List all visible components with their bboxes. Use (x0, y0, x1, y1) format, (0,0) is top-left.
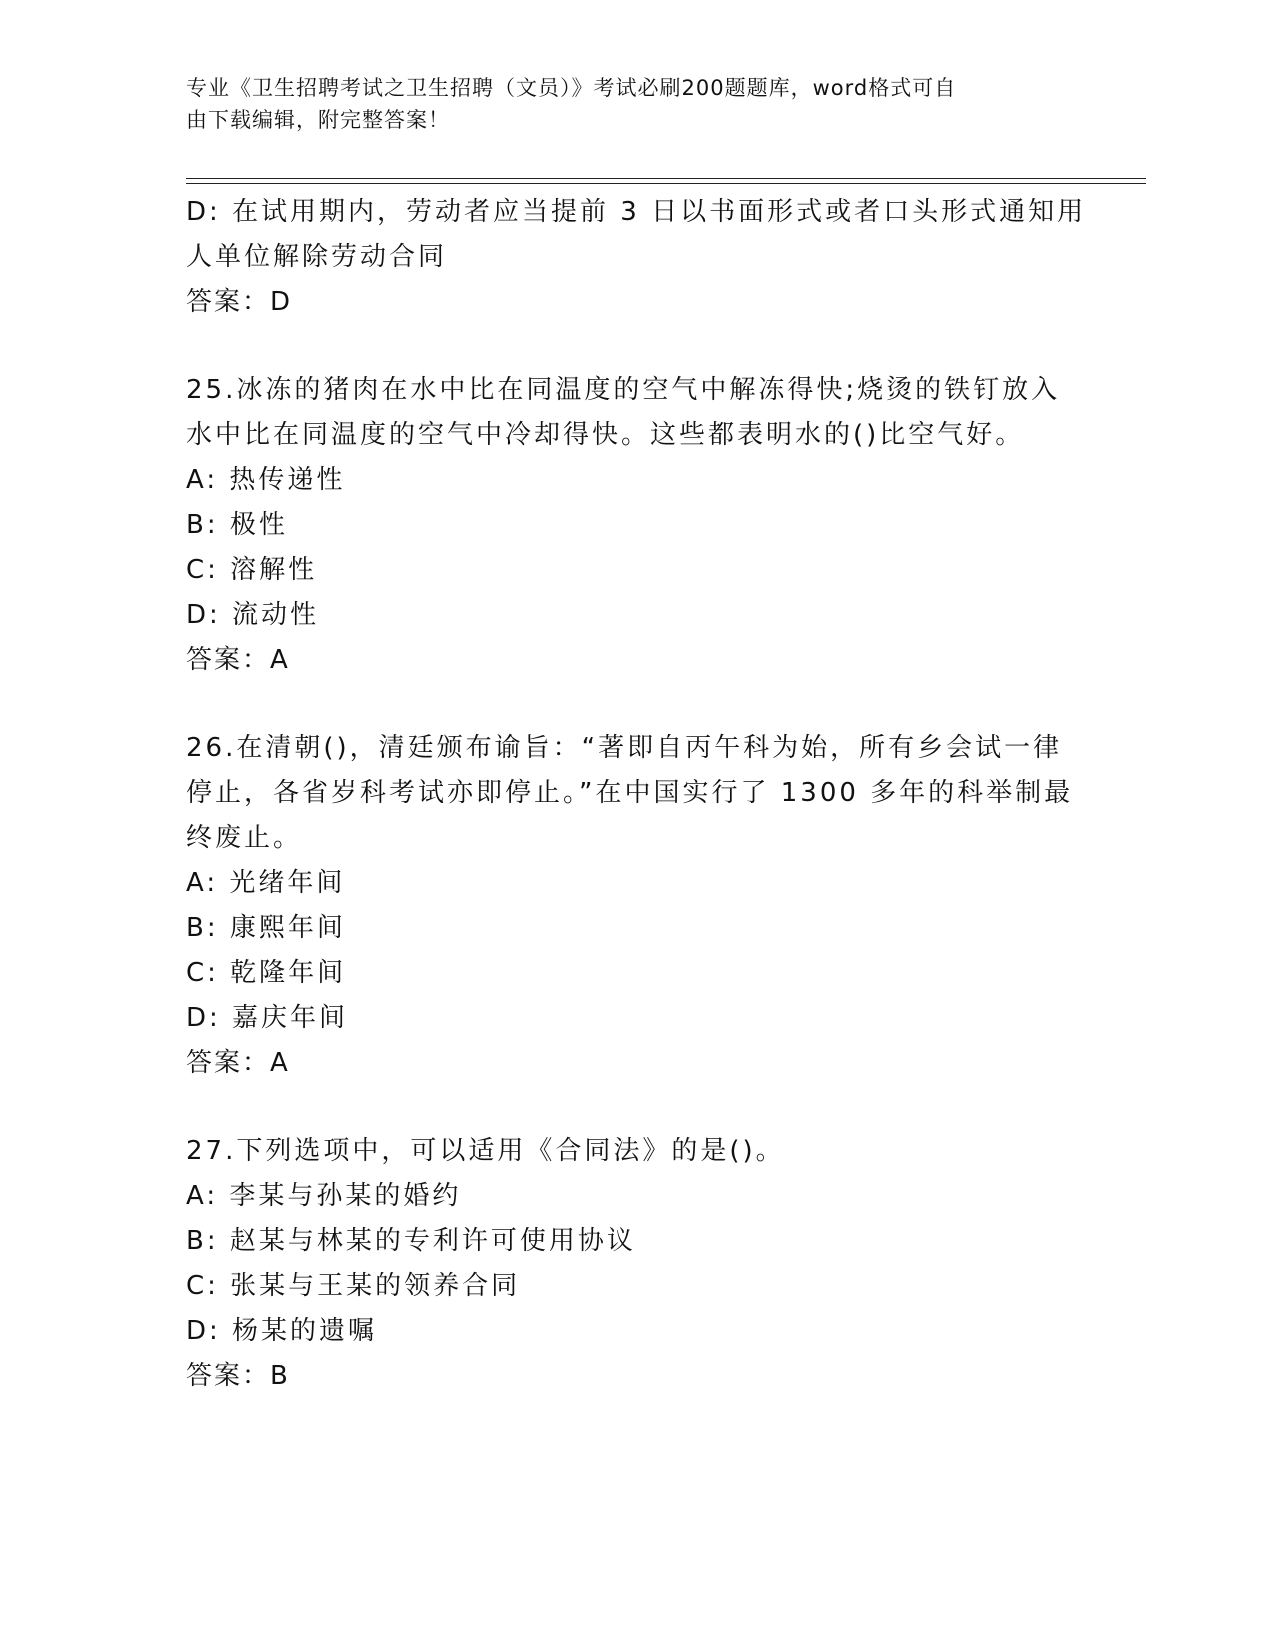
question-25 (186, 368, 1066, 683)
option-b: B: 赵某与林某的专利许可使用协议 (186, 1226, 636, 1256)
option-d-line-1: D: 在试用期内，劳动者应当提前 3 日以书面形式或者口头形式通知用 (186, 197, 1087, 227)
spacer (186, 683, 1066, 726)
option-a: A: 光绪年间 (186, 868, 346, 898)
option-a: A: 热传递性 (186, 465, 346, 495)
header-divider-bottom (186, 183, 1146, 184)
question-26 (186, 726, 1074, 1086)
answer-line: 答案：D (186, 287, 293, 317)
question-stem-line: 25.冰冻的猪肉在水中比在同温度的空气中解冻得快;烧烫的铁钉放入 (186, 375, 1061, 405)
option-b: B: 康熙年间 (186, 913, 346, 943)
question-stem-line: 水中比在同温度的空气中冷却得快。这些都表明水的()比空气好。 (186, 420, 1025, 450)
option-d: D: 流动性 (186, 600, 320, 630)
header-title-line-2: 由下载编辑，附完整答案！ (186, 108, 450, 132)
spacer (186, 1086, 1066, 1129)
option-d: D: 嘉庆年间 (186, 1003, 349, 1033)
answer-line: 答案：B (186, 1361, 290, 1391)
question-stem-line: 26.在清朝()，清廷颁布谕旨：“著即自丙午科为始，所有乡会试一律 (186, 733, 1063, 763)
document-header (186, 72, 1066, 136)
option-d: D: 杨某的遗嘱 (186, 1316, 378, 1346)
question-stem-line: 27.下列选项中，可以适用《合同法》的是()。 (186, 1136, 785, 1166)
option-c: C: 张某与王某的领养合同 (186, 1271, 521, 1301)
answer-line: 答案：A (186, 645, 290, 675)
question-stem-line: 终废止。 (186, 823, 303, 853)
question-24-continuation (186, 190, 1087, 325)
question-content (186, 190, 1087, 1399)
spacer (186, 325, 1066, 368)
header-divider-top (186, 178, 1146, 179)
option-c: C: 乾隆年间 (186, 958, 347, 988)
option-d-line-2: 人单位解除劳动合同 (186, 242, 448, 272)
question-27 (186, 1129, 1066, 1399)
option-a: A: 李某与孙某的婚约 (186, 1181, 462, 1211)
answer-line: 答案：A (186, 1048, 290, 1078)
option-b: B: 极性 (186, 510, 288, 540)
option-c: C: 溶解性 (186, 555, 318, 585)
header-title-line-1: 专业《卫生招聘考试之卫生招聘（文员）》考试必刷200题题库，word格式可自 (186, 76, 957, 100)
question-stem-line: 停止，各省岁科考试亦即停止。”在中国实行了 1300 多年的科举制最 (186, 778, 1074, 808)
